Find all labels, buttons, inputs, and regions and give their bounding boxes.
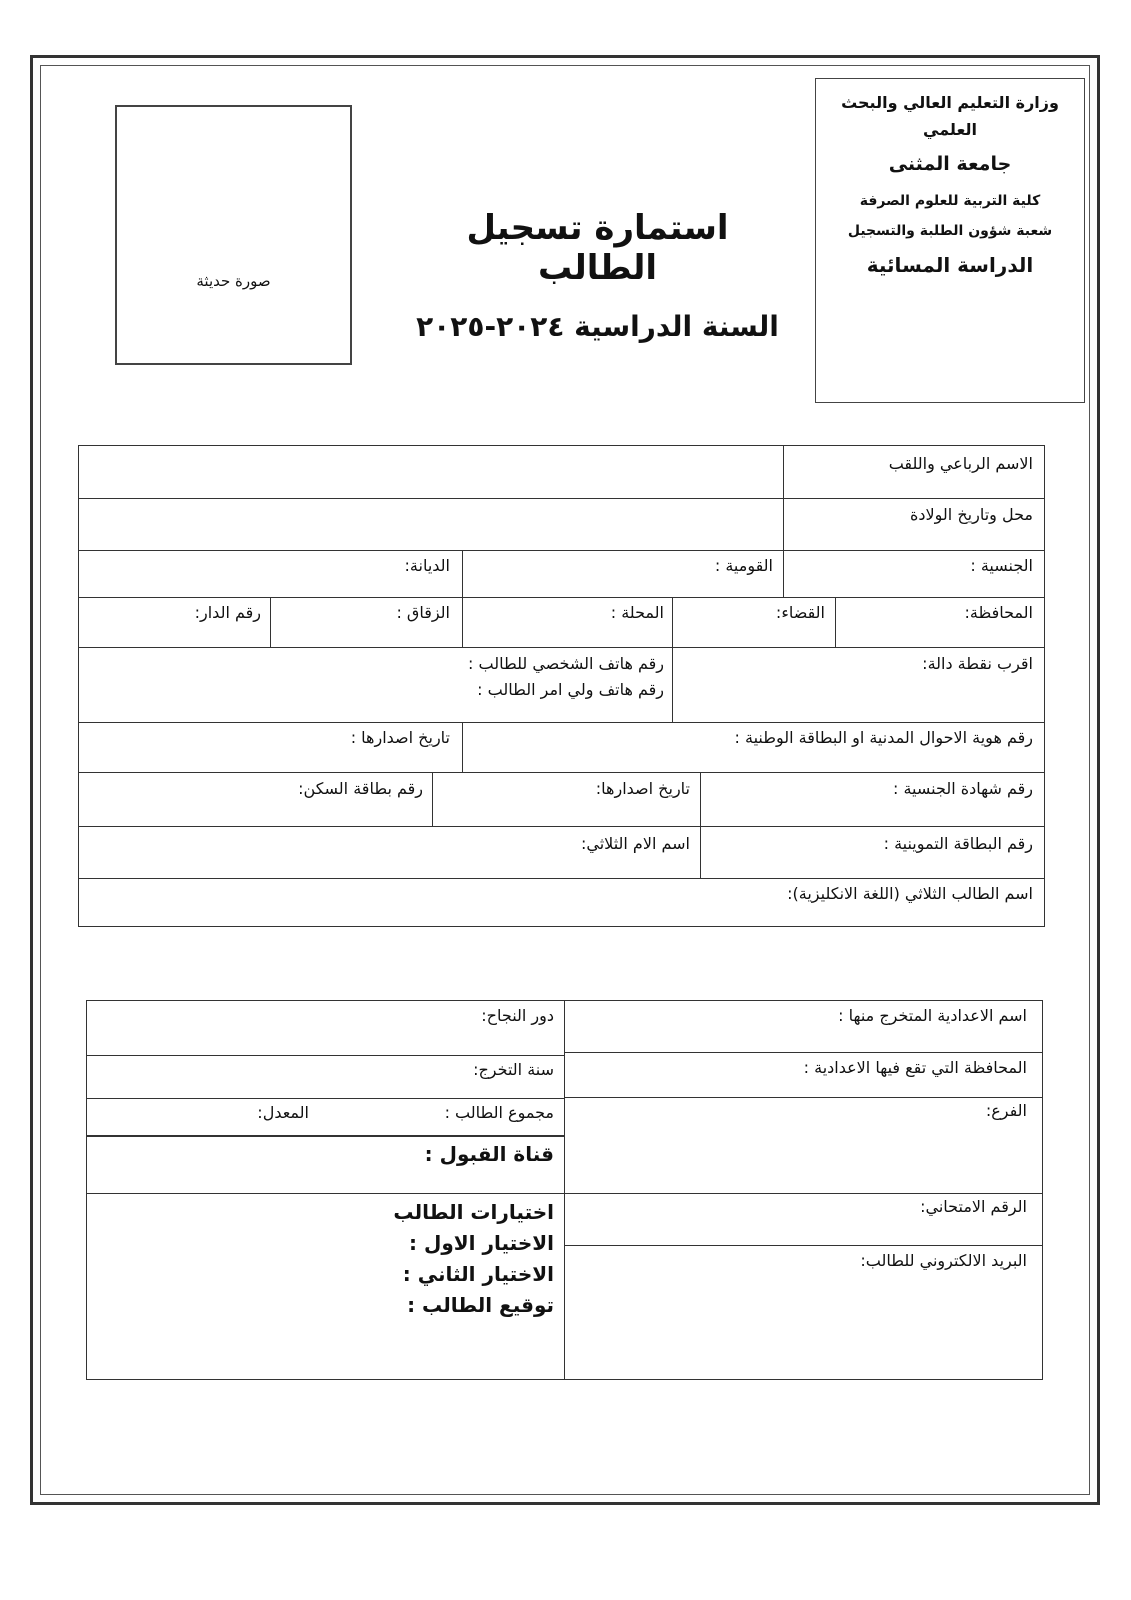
ethnicity-label: القومية : (714, 556, 773, 575)
id-card-label: رقم هوية الاحوال المدنية او البطاقة الوطنية : (734, 728, 1033, 747)
full-name-label: الاسم الرباعي واللقب (888, 454, 1033, 473)
branch-label: الفرع: (985, 1101, 1027, 1120)
exam-number-label: الرقم الامتحاني: (920, 1197, 1027, 1216)
religion-label: الديانة: (404, 556, 450, 575)
locality-label: المحلة : (610, 603, 664, 622)
university-name: جامعة المثنى (888, 153, 1012, 175)
district-label: القضاء: (775, 603, 825, 622)
first-choice-label: الاختيار الاول : (409, 1231, 554, 1255)
birth-label: محل وتاريخ الولادة (910, 505, 1033, 524)
student-signature-label: توقيع الطالب : (407, 1293, 554, 1317)
ministry-line-2: العلمي (923, 120, 977, 139)
guardian-phone-label: رقم هاتف ولي امر الطالب : (477, 680, 664, 699)
governorate-label: المحافظة: (964, 603, 1033, 622)
choices-title: اختيارات الطالب (393, 1200, 554, 1224)
college-name: كلية التربية للعلوم الصرفة (859, 193, 1041, 209)
total-score-label: مجموع الطالب : (444, 1103, 554, 1122)
house-number-label: رقم الدار: (194, 603, 261, 622)
ration-card-label: رقم البطاقة التموينية : (883, 834, 1033, 853)
residence-card-label: رقم بطاقة السكن: (298, 779, 423, 798)
nationality-label: الجنسية : (970, 556, 1033, 575)
nationality-cert-label: رقم شهادة الجنسية : (893, 779, 1033, 798)
school-name-label: اسم الاعدادية المتخرج منها : (838, 1006, 1027, 1025)
average-label: المعدل: (257, 1103, 309, 1122)
academic-year: السنة الدراسية ٢٠٢٤-٢٠٢٥ (416, 310, 779, 343)
photo-placeholder (115, 105, 352, 365)
cert-issue-date-label: تاريخ اصدارها: (595, 779, 690, 798)
alley-label: الزقاق : (396, 603, 450, 622)
school-governorate-label: المحافظة التي تقع فيها الاعدادية : (803, 1058, 1027, 1077)
id-issue-date-label: تاريخ اصدارها : (350, 728, 450, 747)
admission-channel-label: قناة القبول : (424, 1142, 554, 1166)
second-choice-label: الاختيار الثاني : (402, 1262, 554, 1286)
english-name-label: اسم الطالب الثلاثي (اللغة الانكليزية): (787, 884, 1033, 903)
graduation-year-label: سنة التخرج: (473, 1060, 554, 1079)
institution-header (815, 78, 1085, 403)
landmark-label: اقرب نقطة دالة: (922, 654, 1033, 673)
photo-label: صورة حديثة (196, 272, 271, 290)
ministry-line: وزارة التعليم العالي والبحث (841, 93, 1059, 112)
student-phone-label: رقم هاتف الشخصي للطالب : (468, 654, 664, 673)
study-type: الدراسة المسائية (866, 253, 1034, 277)
email-label: البريد الالكتروني للطالب: (860, 1251, 1027, 1270)
pass-round-label: دور النجاح: (481, 1006, 554, 1025)
form-title: استمارة تسجيل الطالب (466, 208, 729, 288)
mother-name-label: اسم الام الثلاثي: (580, 834, 690, 853)
department-name: شعبة شؤون الطلبة والتسجيل (847, 223, 1053, 239)
